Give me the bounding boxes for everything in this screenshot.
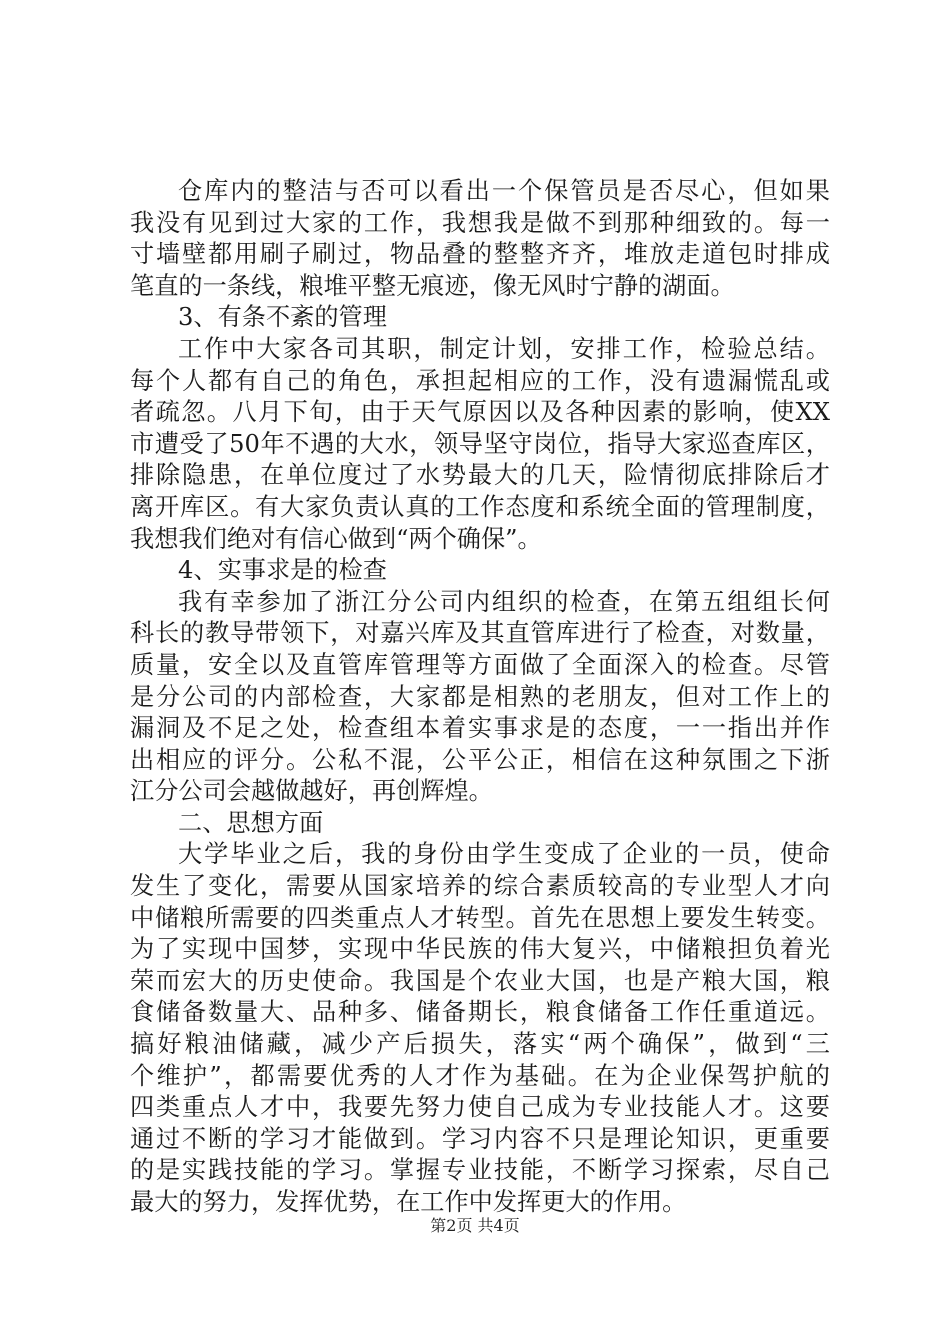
- paragraph-line: 为了实现中国梦，实现中华民族的伟大复兴，中储粮担负着光: [130, 935, 830, 964]
- section-heading: 3、有条不紊的管理: [178, 303, 387, 332]
- paragraph-line: 笔直的一条线，粮堆平整无痕迹，像无风时宁静的湖面。: [130, 271, 735, 300]
- paragraph-line: 我想我们绝对有信心做到“两个确保”。: [130, 524, 542, 553]
- paragraph-line: 最大的努力，发挥优势，在工作中发挥更大的作用。: [130, 1188, 687, 1216]
- paragraph-line: 通过不断的学习才能做到。学习内容不只是理论知识，更重要: [130, 1124, 830, 1153]
- paragraph-line: 搞好粮油储藏，减少产后损失，落实“两个确保”，做到“三: [130, 1030, 830, 1059]
- paragraph-line: 工作中大家各司其职，制定计划，安排工作，检验总结。: [178, 334, 830, 363]
- paragraph-line: 大学毕业之后，我的身份由学生变成了企业的一员，使命: [178, 840, 830, 869]
- paragraph-line: 食储备数量大、品种多、储备期长，粮食储备工作任重道远。: [130, 998, 830, 1027]
- paragraph-line: 科长的教导带领下，对嘉兴库及其直管库进行了检查，对数量，: [130, 619, 830, 648]
- paragraph-line: 是分公司的内部检查，大家都是相熟的老朋友，但对工作上的: [130, 682, 830, 711]
- paragraph-line: 荣而宏大的历史使命。我国是个农业大国，也是产粮大国，粮: [130, 966, 830, 995]
- paragraph-line: 的是实践技能的学习。掌握专业技能，不断学习探索，尽自己: [130, 1156, 830, 1185]
- page-number-footer: 第2页 共4页: [430, 1216, 520, 1235]
- paragraph-line: 质量，安全以及直管库管理等方面做了全面深入的检查。尽管: [130, 650, 830, 679]
- paragraph-line: 我没有见到过大家的工作，我想我是做不到那种细致的。每一: [130, 208, 830, 237]
- paragraph-line: 四类重点人才中，我要先努力使自己成为专业技能人才。这要: [130, 1093, 830, 1122]
- paragraph-line: 中储粮所需要的四类重点人才转型。首先在思想上要发生转变。: [130, 903, 830, 932]
- paragraph-line: 出相应的评分。公私不混，公平公正，相信在这种氛围之下浙: [130, 745, 830, 774]
- paragraph-line: 发生了变化，需要从国家培养的综合素质较高的专业型人才向: [130, 872, 830, 901]
- document-body: [130, 176, 830, 1219]
- paragraph-line: 江分公司会越做越好，再创辉煌。: [130, 777, 493, 806]
- paragraph-line: 排除隐患，在单位度过了水势最大的几天，险情彻底排除后才: [130, 461, 830, 490]
- paragraph-line: 离开库区。有大家负责认真的工作态度和系统全面的管理制度，: [130, 492, 830, 521]
- section-heading: 二、思想方面: [178, 808, 324, 837]
- paragraph-line: 我有幸参加了浙江分公司内组织的检查，在第五组组长何: [178, 587, 830, 616]
- paragraph-line: 每个人都有自己的角色，承担起相应的工作，没有遗漏慌乱或: [130, 366, 830, 395]
- paragraph-line: 漏洞及不足之处，检查组本着实事求是的态度，一一指出并作: [130, 714, 830, 743]
- paragraph-line: 个维护”，都需要优秀的人才作为基础。在为企业保驾护航的: [130, 1061, 830, 1090]
- section-heading: 4、实事求是的检查: [178, 556, 387, 585]
- paragraph-line: 者疏忽。八月下旬，由于天气原因以及各种因素的影响，使XX: [130, 398, 830, 427]
- paragraph-line: 市遭受了50年不遇的大水，领导坚守岗位，指导大家巡查库区，: [130, 429, 830, 458]
- paragraph-line: 仓库内的整洁与否可以看出一个保管员是否尽心，但如果: [178, 177, 830, 205]
- paragraph-line: 寸墙壁都用刷子刷过，物品叠的整整齐齐，堆放走道包时排成: [130, 240, 830, 269]
